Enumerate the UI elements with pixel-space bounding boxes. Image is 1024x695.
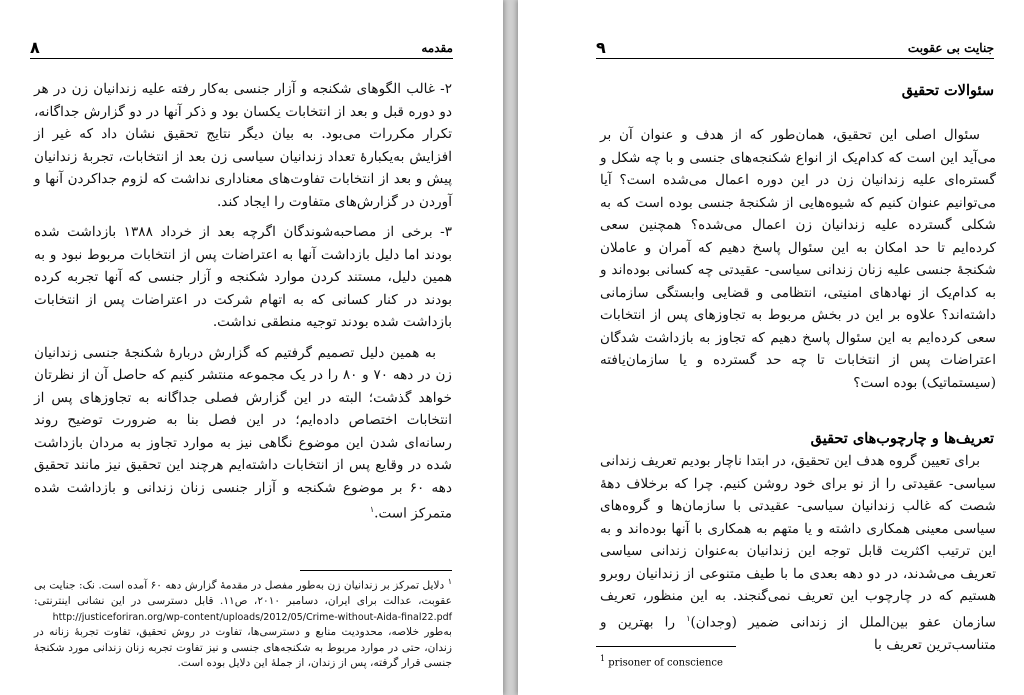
definitions-text [600, 450, 996, 656]
right-footnote-rule [596, 646, 736, 647]
book-gutter [503, 0, 518, 695]
left-paragraph-2: ۲- غالب الگوهای شکنجه و آزار جنسی به‌کار رفته علیه زندانیان زن در هر دو دوره قبل و بعد از انتخابات یکسان بود و ذکر آنها در دو گزارش جداگانه، تکرار مکررات می‌بود. به بیان دیگر نتایج تحقیق نشان داد که غیر از افزایش به‌یکبارهٔ تعداد زندانیان سیاسی زن بعد از انتخابات، تجربهٔ زندانیان پیش و بعد از انتخابات تفاوت‌های معناداری نداشت که لزوم جداکردن آنها و آوردن در گزارش‌های متفاوت را ایجاد کند. [34, 81, 452, 210]
left-running-title: مقدمه [421, 41, 453, 55]
footnote-text-1: دلایل تمرکز بر زندانیان زن به‌طور مفصل در مقدمهٔ گزارش دهه ۶۰ آمده است. نک: جنایت بی عقوبت، عدالت برای ایران، دسامبر ۲۰۱۰، ص۱۱. قابل دسترسی در این نشانی اینترنتی: [34, 579, 452, 608]
left-body-text [34, 78, 452, 533]
definitions-text-tail: را بهترین و متناسب‌ترین تعریف با [600, 614, 996, 653]
right-paragraph-2 [600, 444, 996, 664]
right-footnote-text: prisoner of conscience [608, 657, 723, 669]
section-heading-definitions: تعریف‌ها و چارچوب‌های تحقیق [810, 430, 994, 447]
definitions-text-main: برای تعیین گروه هدف این تحقیق، در ابتدا ناچار بودیم تعریف زندانی سیاسی- عقیدتی را از نو برای خود روشن کنیم. چرا که برخلاف دههٔ شصت که غالب زندانیان سیاسی- عقیدتی با سازمان‌ها و گروه‌های سیاسی معینی همکاری داشته و یا متهم به همکاری با آنها بوده‌اند و به این ترتیب اکثریت قابل توجه این زندانیان به‌عنوان زندانی سیاسی تعریف می‌شدند، در دو دهه بعدی ما با طیف متنوعی از زندانیان روبرو هستیم که در چارچوب این تعریف نمی‌گنجند. به این منظور، تعریف سازمان عفو بین‌الملل از زندانی ضمیر (وجدان) [600, 453, 996, 631]
right-footnote-marker: 1 [600, 654, 606, 663]
right-page [518, 0, 1024, 695]
footnote-marker: ۱ [447, 577, 452, 586]
left-footnote-rule [300, 570, 452, 571]
section-heading-research-questions: سئوالات تحقیق [901, 82, 994, 99]
right-page-number: ۹ [596, 38, 606, 57]
left-running-head [30, 38, 453, 59]
right-running-head [596, 38, 994, 59]
research-questions-text: سئوال اصلی این تحقیق، همان‌طور که از هدف و عنوان آن بر می‌آید این است که کدام‌یک از انواع شکنجه‌های جنسی و با چه شکل و گستره‌ای علیه زندانیان زن در این دوره اعمال می‌شده است؟ آیا می‌توانیم عنوان کنیم که شیوه‌هایی از شکنجهٔ جنسی بوده است که به شکلی گسترده علیه زندانیان زن اعمال می‌شده؟ همچنین سعی کرده‌ایم تا حد امکان به این سئوال پاسخ دهیم که آمران و عاملان شکنجهٔ جنسی علیه زنان زندانی سیاسی- عقیدتی چه کسانی بوده‌اند و به کدام‌یک از نهادهای امنیتی، انتظامی و قضایی وابستگی سازمانی داشته‌اند؟ علاوه بر این در بخش مربوط به تجاوزهای پس از انتخابات سعی کرده‌ایم به این سئوال پاسخ دهیم که تجاوز به بازداشت شدگان اعتراضات پس از انتخابات تا چه حد گسترده و یا سازمان‌یافته (سیستماتیک) بوده است؟ [600, 127, 996, 391]
left-page-number: ۸ [30, 38, 40, 57]
left-closing-text: به همین دلیل تصمیم گرفتیم که گزارش دربارهٔ شکنجهٔ جنسی زندانیان زن در دهه ۷۰ و ۸۰ را در یک مجموعه منتشر کنیم که حاصل آن از نظرتان خواهد گذشت؛ البته در این گزارش فصلی جداگانه به تجاوزهای پس از انتخابات اختصاص داده‌ایم؛ در این فصل بنا به ضرورت توضیح روند رسانه‌ای شدن این موضوع نگاهی نیز به موارد تجاوز به مردان بازداشت شده در وقایع پس از انتخابات داشته‌ایم هرچند این تحقیق نیز مانند تحقیق دهه ۶۰ بر موضوع شکنجه و آزار جنسی زنان زندانی و بازداشت شده متمرکز است [34, 344, 452, 522]
right-footnote [600, 654, 723, 668]
left-page [0, 0, 503, 695]
footnote-url: http://justiceforiran.org/wp-content/uploads/2012/05/Crime-without-Aida-final22.pdf [52, 611, 452, 623]
left-closing-paragraph: به همین دلیل تصمیم گرفتیم که گزارش دربارهٔ شکنجهٔ جنسی زندانیان زن در دهه ۷۰ و ۸۰ را در یک مجموعه منتشر کنیم که حاصل آن از نظرتان خواهد گذشت؛ البته در این گزارش فصلی جداگانه به تجاوزهای پس از انتخابات اختصاص داده‌ایم؛ در این فصل بنا به ضرورت توضیح روند رسانه‌ای شدن این موضوع نگاهی نیز به موارد تجاوز به مردان بازداشت شده در وقایع پس از انتخابات داشته‌ایم هرچند این تحقیق نیز مانند تحقیق دهه ۶۰ بر موضوع شکنجه و آزار جنسی زنان زندانی و بازداشت شده متمرکز است.$^۱$ [34, 344, 452, 522]
left-footnote [34, 574, 452, 672]
right-paragraph-1 [600, 124, 996, 402]
right-running-title: جنایت بی عقوبت [907, 41, 994, 55]
footnote-text-2: به‌طور خلاصه، محدودیت منابع و دسترسی‌ها، تفاوت در روش تحقیق، تفاوت تجربهٔ زنانه در زندان، حتی در موارد مربوط به شکنجه‌های جنسی و نیز تفاوت تجربه زنان زندانی مورد شکنجهٔ جنسی قرار گرفته، پس از زندان، از جملهٔ این دلایل بوده است. [34, 626, 452, 670]
right-footnote-reference: ۱ [686, 613, 691, 623]
left-paragraph-3: ۳- برخی از مصاحبه‌شوندگان اگرچه بعد از خرداد ۱۳۸۸ بازداشت شده بودند اما دلیل بازداشت آنها به اعتراضات پس از انتخابات مربوط نبود و به همین دلیل، مستند کردن موارد شکنجه و آزار جنسی که آنها تجربه کرده بودند در کنار کسانی که به اتهام شرکت در اعتراضات پس از انتخابات بازداشت شده بودند توجیه منطقی نداشت. [34, 224, 452, 330]
footnote-reference: ۱ [369, 505, 375, 514]
